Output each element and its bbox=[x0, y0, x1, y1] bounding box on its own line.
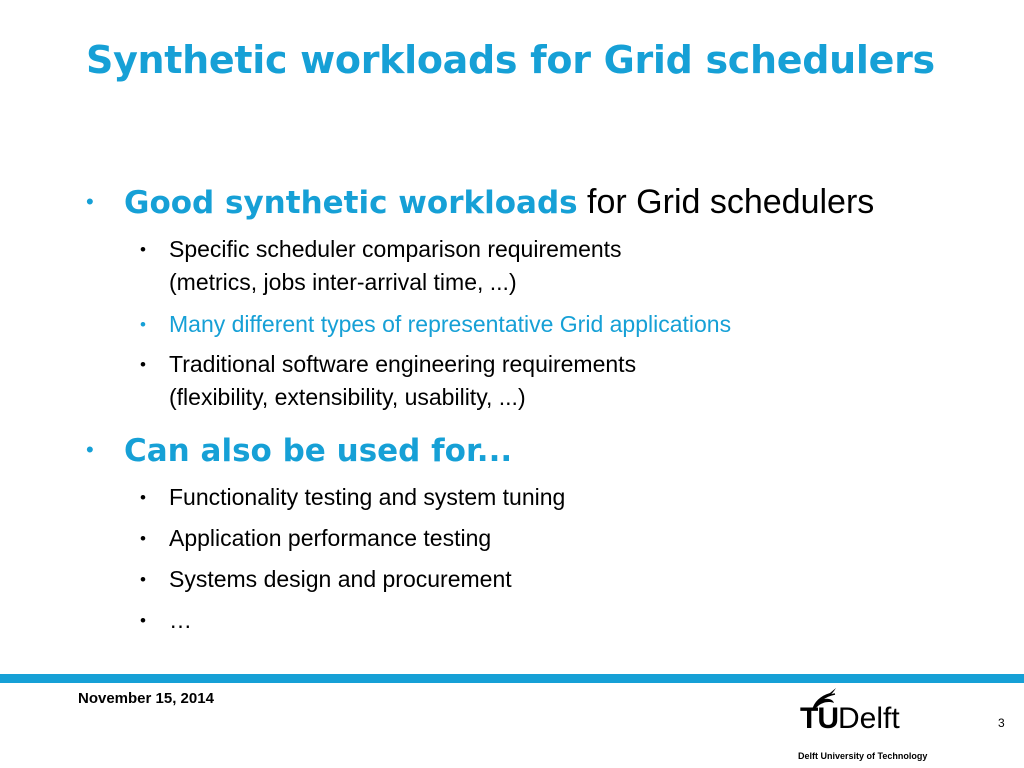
footer-divider bbox=[0, 674, 1024, 683]
slide-title: Synthetic workloads for Grid schedulers bbox=[86, 38, 935, 82]
logo-wordmark bbox=[800, 702, 900, 736]
sub-bullet-text: Many different types of representative Grid applications bbox=[169, 311, 732, 337]
sub-bullet-text: Specific scheduler comparison requirements bbox=[169, 236, 622, 262]
sub-bullet-icon: • bbox=[140, 570, 146, 589]
bullet-rest: for Grid schedulers bbox=[577, 183, 875, 221]
page-number: 3 bbox=[998, 716, 1005, 730]
logo-subtitle: Delft University of Technology bbox=[798, 751, 928, 761]
sub-bullet-text: Traditional software engineering requirements bbox=[169, 351, 637, 377]
sub-bullet-icon: • bbox=[140, 611, 146, 630]
tu-delft-logo bbox=[798, 684, 944, 766]
sub-bullet-text: (flexibility, extensibility, usability, ...) bbox=[169, 384, 526, 410]
sub-bullet-text: Systems design and procurement bbox=[169, 566, 512, 592]
logo-delft: Delft bbox=[838, 702, 900, 735]
sub-bullet-text: … bbox=[169, 607, 192, 633]
sub-bullet-icon: • bbox=[140, 488, 146, 507]
bullet-text bbox=[124, 182, 874, 223]
sub-bullet-icon: • bbox=[140, 240, 146, 259]
sub-bullet-icon: • bbox=[140, 529, 146, 548]
logo-tu: TU bbox=[800, 702, 838, 735]
sub-bullet-text: Functionality testing and system tuning bbox=[169, 484, 566, 510]
sub-bullet-text: Application performance testing bbox=[169, 525, 492, 551]
sub-bullet-text: (metrics, jobs inter-arrival time, ...) bbox=[169, 269, 517, 295]
bullet-highlight: Good synthetic workloads bbox=[124, 185, 578, 221]
sub-bullet-icon: • bbox=[140, 355, 146, 374]
footer-date: November 15, 2014 bbox=[78, 690, 214, 707]
sub-bullet-icon: • bbox=[140, 315, 146, 334]
bullet-text bbox=[124, 430, 512, 471]
bullet-icon: • bbox=[86, 189, 94, 214]
bullet-highlight: Can also be used for... bbox=[124, 433, 513, 469]
bullet-icon: • bbox=[86, 437, 94, 462]
